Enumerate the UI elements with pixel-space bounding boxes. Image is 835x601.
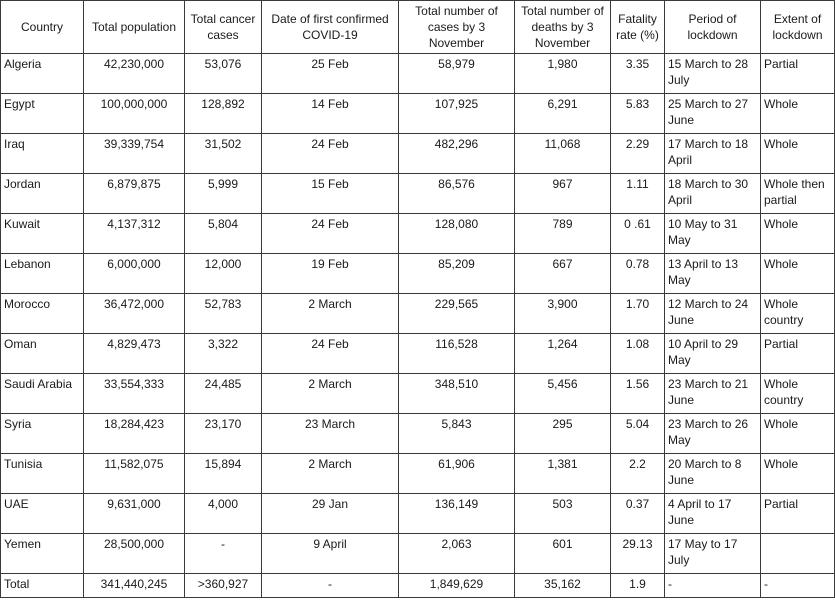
cell-country: Egypt xyxy=(1,94,84,134)
header-cases: Total number of cases by 3 November xyxy=(399,1,515,54)
cell-cancer: 53,076 xyxy=(185,54,262,94)
cell-population: 9,631,000 xyxy=(84,494,185,534)
cell-fatality: 0 .61 xyxy=(611,214,665,254)
table-row xyxy=(1,334,835,374)
cell-population: 4,829,473 xyxy=(84,334,185,374)
cell-deaths: 295 xyxy=(515,414,611,454)
cell-first-case: 25 Feb xyxy=(262,54,399,94)
cell-first-case: - xyxy=(262,574,399,598)
cell-cancer: 5,804 xyxy=(185,214,262,254)
cell-cancer: 31,502 xyxy=(185,134,262,174)
cell-cases: 229,565 xyxy=(399,294,515,334)
cell-period: 17 March to 18 April xyxy=(665,134,761,174)
table-row xyxy=(1,174,835,214)
cell-period: 18 March to 30 April xyxy=(665,174,761,214)
cell-period: 20 March to 8 June xyxy=(665,454,761,494)
cell-cancer: 5,999 xyxy=(185,174,262,214)
cell-cancer: 15,894 xyxy=(185,454,262,494)
cell-country: Saudi Arabia xyxy=(1,374,84,414)
cell-first-case: 24 Feb xyxy=(262,214,399,254)
cell-cancer: 23,170 xyxy=(185,414,262,454)
table-row xyxy=(1,374,835,414)
cell-first-case: 29 Jan xyxy=(262,494,399,534)
cell-extent: Whole xyxy=(761,254,835,294)
table-row xyxy=(1,254,835,294)
cell-deaths: 667 xyxy=(515,254,611,294)
cell-fatality: 5.83 xyxy=(611,94,665,134)
cell-deaths: 1,980 xyxy=(515,54,611,94)
cell-fatality: 2.29 xyxy=(611,134,665,174)
cell-population: 42,230,000 xyxy=(84,54,185,94)
cell-country: Jordan xyxy=(1,174,84,214)
cell-period: 23 March to 21 June xyxy=(665,374,761,414)
cell-population: 36,472,000 xyxy=(84,294,185,334)
cell-extent: Whole country xyxy=(761,374,835,414)
cell-population: 6,879,875 xyxy=(84,174,185,214)
cell-country: UAE xyxy=(1,494,84,534)
cell-extent: Whole xyxy=(761,214,835,254)
cell-fatality: 5.04 xyxy=(611,414,665,454)
table-row xyxy=(1,214,835,254)
cell-country: Total xyxy=(1,574,84,598)
cell-cases: 2,063 xyxy=(399,534,515,574)
cell-period: 4 April to 17 June xyxy=(665,494,761,534)
cell-population: 341,440,245 xyxy=(84,574,185,598)
cell-cases: 85,209 xyxy=(399,254,515,294)
cell-fatality: 1.08 xyxy=(611,334,665,374)
cell-country: Iraq xyxy=(1,134,84,174)
cell-extent: Partial xyxy=(761,494,835,534)
table-row xyxy=(1,54,835,94)
cell-period: 17 May to 17 July xyxy=(665,534,761,574)
cell-country: Tunisia xyxy=(1,454,84,494)
cell-deaths: 1,264 xyxy=(515,334,611,374)
cell-deaths: 3,900 xyxy=(515,294,611,334)
cell-country: Syria xyxy=(1,414,84,454)
cell-fatality: 3.35 xyxy=(611,54,665,94)
cell-deaths: 11,068 xyxy=(515,134,611,174)
cell-deaths: 789 xyxy=(515,214,611,254)
cell-first-case: 24 Feb xyxy=(262,334,399,374)
cell-cancer: 24,485 xyxy=(185,374,262,414)
header-country: Country xyxy=(1,1,84,54)
header-row xyxy=(1,1,835,54)
cell-cases: 116,528 xyxy=(399,334,515,374)
table-row xyxy=(1,294,835,334)
cell-country: Lebanon xyxy=(1,254,84,294)
cell-extent: Whole xyxy=(761,414,835,454)
cell-population: 6,000,000 xyxy=(84,254,185,294)
cell-deaths: 35,162 xyxy=(515,574,611,598)
cell-cases: 61,906 xyxy=(399,454,515,494)
cell-extent xyxy=(761,534,835,574)
cell-period: 23 March to 26 May xyxy=(665,414,761,454)
cell-extent: Partial xyxy=(761,54,835,94)
cell-deaths: 601 xyxy=(515,534,611,574)
cell-first-case: 24 Feb xyxy=(262,134,399,174)
cell-first-case: 9 April xyxy=(262,534,399,574)
cell-extent: Partial xyxy=(761,334,835,374)
cell-country: Algeria xyxy=(1,54,84,94)
header-deaths: Total number of deaths by 3 November xyxy=(515,1,611,54)
cell-period: 13 April to 13 May xyxy=(665,254,761,294)
header-period: Period of lockdown xyxy=(665,1,761,54)
cell-population: 33,554,333 xyxy=(84,374,185,414)
cell-country: Oman xyxy=(1,334,84,374)
cell-first-case: 14 Feb xyxy=(262,94,399,134)
table-row xyxy=(1,494,835,534)
cell-fatality: 2.2 xyxy=(611,454,665,494)
cell-fatality: 1.11 xyxy=(611,174,665,214)
cell-population: 39,339,754 xyxy=(84,134,185,174)
cell-fatality: 0.78 xyxy=(611,254,665,294)
cell-population: 11,582,075 xyxy=(84,454,185,494)
table-row xyxy=(1,94,835,134)
cell-extent: Whole xyxy=(761,94,835,134)
cell-fatality: 1.70 xyxy=(611,294,665,334)
cell-cases: 348,510 xyxy=(399,374,515,414)
cell-period: - xyxy=(665,574,761,598)
cell-first-case: 15 Feb xyxy=(262,174,399,214)
cell-population: 100,000,000 xyxy=(84,94,185,134)
header-cancer: Total cancer cases xyxy=(185,1,262,54)
cell-deaths: 5,456 xyxy=(515,374,611,414)
cell-first-case: 23 March xyxy=(262,414,399,454)
cell-cases: 5,843 xyxy=(399,414,515,454)
cell-cases: 482,296 xyxy=(399,134,515,174)
cell-cancer: 4,000 xyxy=(185,494,262,534)
header-population: Total population xyxy=(84,1,185,54)
cell-extent: Whole xyxy=(761,134,835,174)
cell-cases: 136,149 xyxy=(399,494,515,534)
cell-cancer: >360,927 xyxy=(185,574,262,598)
cell-cancer: 12,000 xyxy=(185,254,262,294)
cell-period: 15 March to 28 July xyxy=(665,54,761,94)
cell-country: Yemen xyxy=(1,534,84,574)
cell-fatality: 1.56 xyxy=(611,374,665,414)
table-row xyxy=(1,414,835,454)
cell-deaths: 503 xyxy=(515,494,611,534)
cell-period: 12 March to 24 June xyxy=(665,294,761,334)
cell-cases: 107,925 xyxy=(399,94,515,134)
cell-period: 10 April to 29 May xyxy=(665,334,761,374)
cell-cases: 128,080 xyxy=(399,214,515,254)
cell-first-case: 2 March xyxy=(262,374,399,414)
cell-deaths: 6,291 xyxy=(515,94,611,134)
cell-cancer: - xyxy=(185,534,262,574)
header-first-case: Date of first confirmed COVID-19 xyxy=(262,1,399,54)
cell-period: 25 March to 27 June xyxy=(665,94,761,134)
table-row xyxy=(1,134,835,174)
cell-fatality: 1.9 xyxy=(611,574,665,598)
cell-cases: 58,979 xyxy=(399,54,515,94)
cell-deaths: 1,381 xyxy=(515,454,611,494)
cell-country: Morocco xyxy=(1,294,84,334)
cell-extent: Whole then partial xyxy=(761,174,835,214)
cell-first-case: 2 March xyxy=(262,294,399,334)
table-body xyxy=(1,54,835,598)
cell-extent: - xyxy=(761,574,835,598)
cell-cancer: 52,783 xyxy=(185,294,262,334)
cell-cases: 86,576 xyxy=(399,174,515,214)
cell-population: 18,284,423 xyxy=(84,414,185,454)
cell-cancer: 128,892 xyxy=(185,94,262,134)
cell-first-case: 2 March xyxy=(262,454,399,494)
cell-population: 4,137,312 xyxy=(84,214,185,254)
header-extent: Extent of lockdown xyxy=(761,1,835,54)
table-row xyxy=(1,454,835,494)
cell-deaths: 967 xyxy=(515,174,611,214)
cell-fatality: 0.37 xyxy=(611,494,665,534)
cell-extent: Whole country xyxy=(761,294,835,334)
cell-first-case: 19 Feb xyxy=(262,254,399,294)
cell-extent: Whole xyxy=(761,454,835,494)
total-row xyxy=(1,574,835,598)
cell-period: 10 May to 31 May xyxy=(665,214,761,254)
table-row xyxy=(1,534,835,574)
cell-country: Kuwait xyxy=(1,214,84,254)
cell-cases: 1,849,629 xyxy=(399,574,515,598)
cell-cancer: 3,322 xyxy=(185,334,262,374)
cell-population: 28,500,000 xyxy=(84,534,185,574)
header-fatality: Fatality rate (%) xyxy=(611,1,665,54)
cell-fatality: 29.13 xyxy=(611,534,665,574)
